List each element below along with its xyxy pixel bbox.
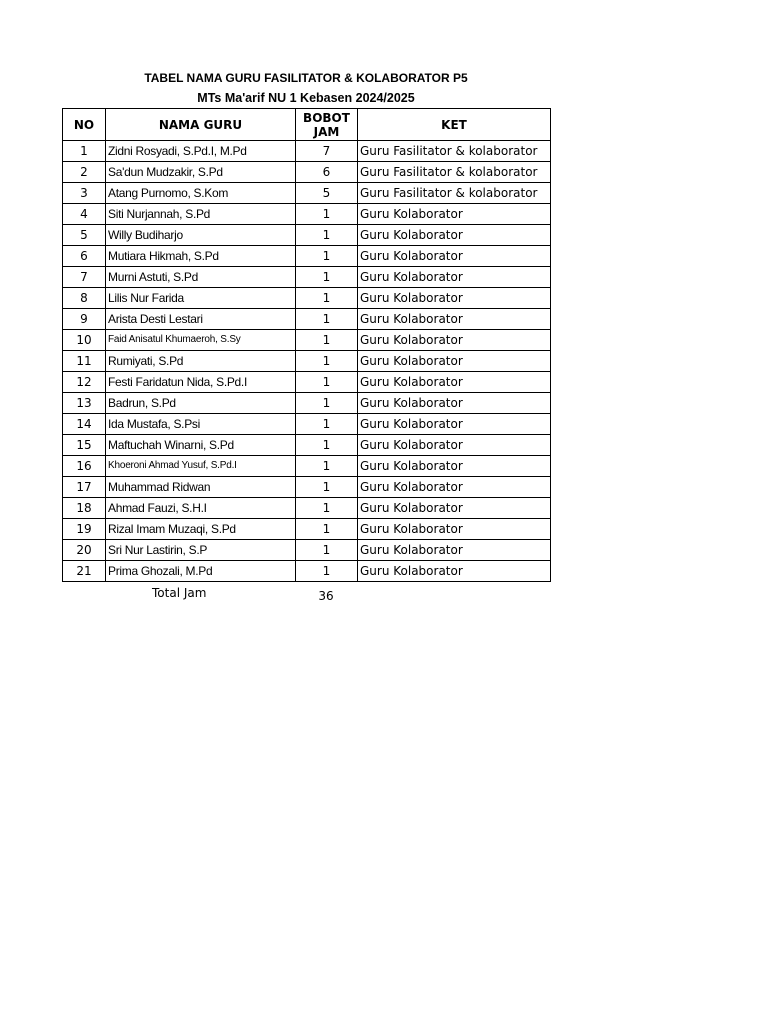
cell-ket: Guru Fasilitator & kolaborator [358, 183, 551, 204]
cell-ket: Guru Kolaborator [358, 498, 551, 519]
cell-bobot-jam: 1 [296, 477, 358, 498]
table-body [63, 141, 551, 582]
table-row [63, 414, 551, 435]
cell-nama-guru: Mutiara Hikmah, S.Pd [106, 246, 296, 267]
cell-nama-guru: Atang Purnomo, S.Kom [106, 183, 296, 204]
table-row [63, 498, 551, 519]
header-no: NO [63, 109, 106, 141]
cell-no: 16 [63, 456, 106, 477]
cell-no: 15 [63, 435, 106, 456]
cell-nama-guru: Siti Nurjannah, S.Pd [106, 204, 296, 225]
cell-bobot-jam: 1 [296, 267, 358, 288]
cell-ket: Guru Kolaborator [358, 330, 551, 351]
cell-nama-guru: Sri Nur Lastirin, S.P [106, 540, 296, 561]
cell-bobot-jam: 1 [296, 414, 358, 435]
cell-no: 21 [63, 561, 106, 582]
cell-no: 17 [63, 477, 106, 498]
cell-nama-guru: Arista Desti Lestari [106, 309, 296, 330]
cell-bobot-jam: 1 [296, 456, 358, 477]
cell-ket: Guru Kolaborator [358, 246, 551, 267]
cell-no: 1 [63, 141, 106, 162]
table-row [63, 393, 551, 414]
cell-bobot-jam: 1 [296, 309, 358, 330]
cell-ket: Guru Kolaborator [358, 393, 551, 414]
cell-nama-guru: Maftuchah Winarni, S.Pd [106, 435, 296, 456]
cell-bobot-jam: 1 [296, 393, 358, 414]
cell-nama-guru: Muhammad Ridwan [106, 477, 296, 498]
table-row [63, 540, 551, 561]
header-nama-guru: NAMA GURU [106, 109, 296, 141]
cell-bobot-jam: 1 [296, 372, 358, 393]
cell-nama-guru: Rumiyati, S.Pd [106, 351, 296, 372]
cell-no: 5 [63, 225, 106, 246]
total-jam-label: Total Jam [152, 586, 207, 600]
cell-ket: Guru Kolaborator [358, 414, 551, 435]
cell-no: 18 [63, 498, 106, 519]
table-row [63, 204, 551, 225]
cell-bobot-jam: 1 [296, 561, 358, 582]
cell-nama-guru: Festi Faridatun Nida, S.Pd.I [106, 372, 296, 393]
table-row [63, 435, 551, 456]
cell-bobot-jam: 1 [296, 540, 358, 561]
cell-bobot-jam: 1 [296, 351, 358, 372]
cell-no: 10 [63, 330, 106, 351]
header-bobot-line1: BOBOT [303, 110, 350, 125]
table-row [63, 225, 551, 246]
teacher-table [62, 108, 551, 582]
cell-nama-guru: Lilis Nur Farida [106, 288, 296, 309]
table-row [63, 288, 551, 309]
header-bobot-line2: JAM [313, 124, 340, 139]
cell-bobot-jam: 1 [296, 246, 358, 267]
cell-nama-guru: Ahmad Fauzi, S.H.I [106, 498, 296, 519]
cell-no: 6 [63, 246, 106, 267]
cell-bobot-jam: 1 [296, 435, 358, 456]
cell-ket: Guru Kolaborator [358, 351, 551, 372]
cell-nama-guru: Murni Astuti, S.Pd [106, 267, 296, 288]
table-row [63, 183, 551, 204]
cell-no: 9 [63, 309, 106, 330]
table-row [63, 519, 551, 540]
cell-no: 2 [63, 162, 106, 183]
table-row [63, 372, 551, 393]
cell-bobot-jam: 1 [296, 288, 358, 309]
cell-no: 3 [63, 183, 106, 204]
cell-nama-guru: Prima Ghozali, M.Pd [106, 561, 296, 582]
table-row [63, 351, 551, 372]
cell-ket: Guru Fasilitator & kolaborator [358, 141, 551, 162]
table-row [63, 477, 551, 498]
cell-nama-guru: Ida Mustafa, S.Psi [106, 414, 296, 435]
cell-ket: Guru Kolaborator [358, 519, 551, 540]
cell-no: 7 [63, 267, 106, 288]
cell-bobot-jam: 7 [296, 141, 358, 162]
cell-nama-guru: Zidni Rosyadi, S.Pd.I, M.Pd [106, 141, 296, 162]
table-row [63, 330, 551, 351]
cell-no: 12 [63, 372, 106, 393]
table-row [63, 456, 551, 477]
cell-nama-guru: Faid Anisatul Khumaeroh, S.Sy [106, 330, 296, 351]
cell-no: 20 [63, 540, 106, 561]
cell-ket: Guru Kolaborator [358, 372, 551, 393]
table-row [63, 309, 551, 330]
cell-no: 4 [63, 204, 106, 225]
cell-no: 8 [63, 288, 106, 309]
cell-no: 14 [63, 414, 106, 435]
cell-ket: Guru Kolaborator [358, 435, 551, 456]
cell-ket: Guru Kolaborator [358, 456, 551, 477]
cell-ket: Guru Kolaborator [358, 561, 551, 582]
cell-ket: Guru Kolaborator [358, 267, 551, 288]
cell-nama-guru: Willy Budiharjo [106, 225, 296, 246]
table-row [63, 162, 551, 183]
cell-ket: Guru Kolaborator [358, 225, 551, 246]
header-bobot-jam [296, 109, 358, 141]
cell-ket: Guru Fasilitator & kolaborator [358, 162, 551, 183]
cell-nama-guru: Badrun, S.Pd [106, 393, 296, 414]
table-row [63, 246, 551, 267]
header-ket: KET [358, 109, 551, 141]
table-row [63, 267, 551, 288]
table-header-row [63, 109, 551, 141]
table-title: TABEL NAMA GURU FASILITATOR & KOLABORATOR P5 [144, 71, 468, 85]
table-subtitle: MTs Ma'arif NU 1 Kebasen 2024/2025 [197, 91, 415, 105]
cell-nama-guru: Sa'dun Mudzakir, S.Pd [106, 162, 296, 183]
cell-bobot-jam: 1 [296, 519, 358, 540]
cell-bobot-jam: 1 [296, 330, 358, 351]
cell-ket: Guru Kolaborator [358, 204, 551, 225]
cell-no: 13 [63, 393, 106, 414]
cell-bobot-jam: 1 [296, 498, 358, 519]
cell-bobot-jam: 1 [296, 204, 358, 225]
cell-bobot-jam: 6 [296, 162, 358, 183]
cell-no: 19 [63, 519, 106, 540]
cell-no: 11 [63, 351, 106, 372]
table-row [63, 141, 551, 162]
cell-ket: Guru Kolaborator [358, 288, 551, 309]
cell-bobot-jam: 1 [296, 225, 358, 246]
total-jam-value: 36 [318, 589, 334, 603]
cell-ket: Guru Kolaborator [358, 309, 551, 330]
table-row [63, 561, 551, 582]
cell-nama-guru: Khoeroni Ahmad Yusuf, S.Pd.I [106, 456, 296, 477]
cell-ket: Guru Kolaborator [358, 540, 551, 561]
cell-nama-guru: Rizal Imam Muzaqi, S.Pd [106, 519, 296, 540]
cell-ket: Guru Kolaborator [358, 477, 551, 498]
cell-bobot-jam: 5 [296, 183, 358, 204]
